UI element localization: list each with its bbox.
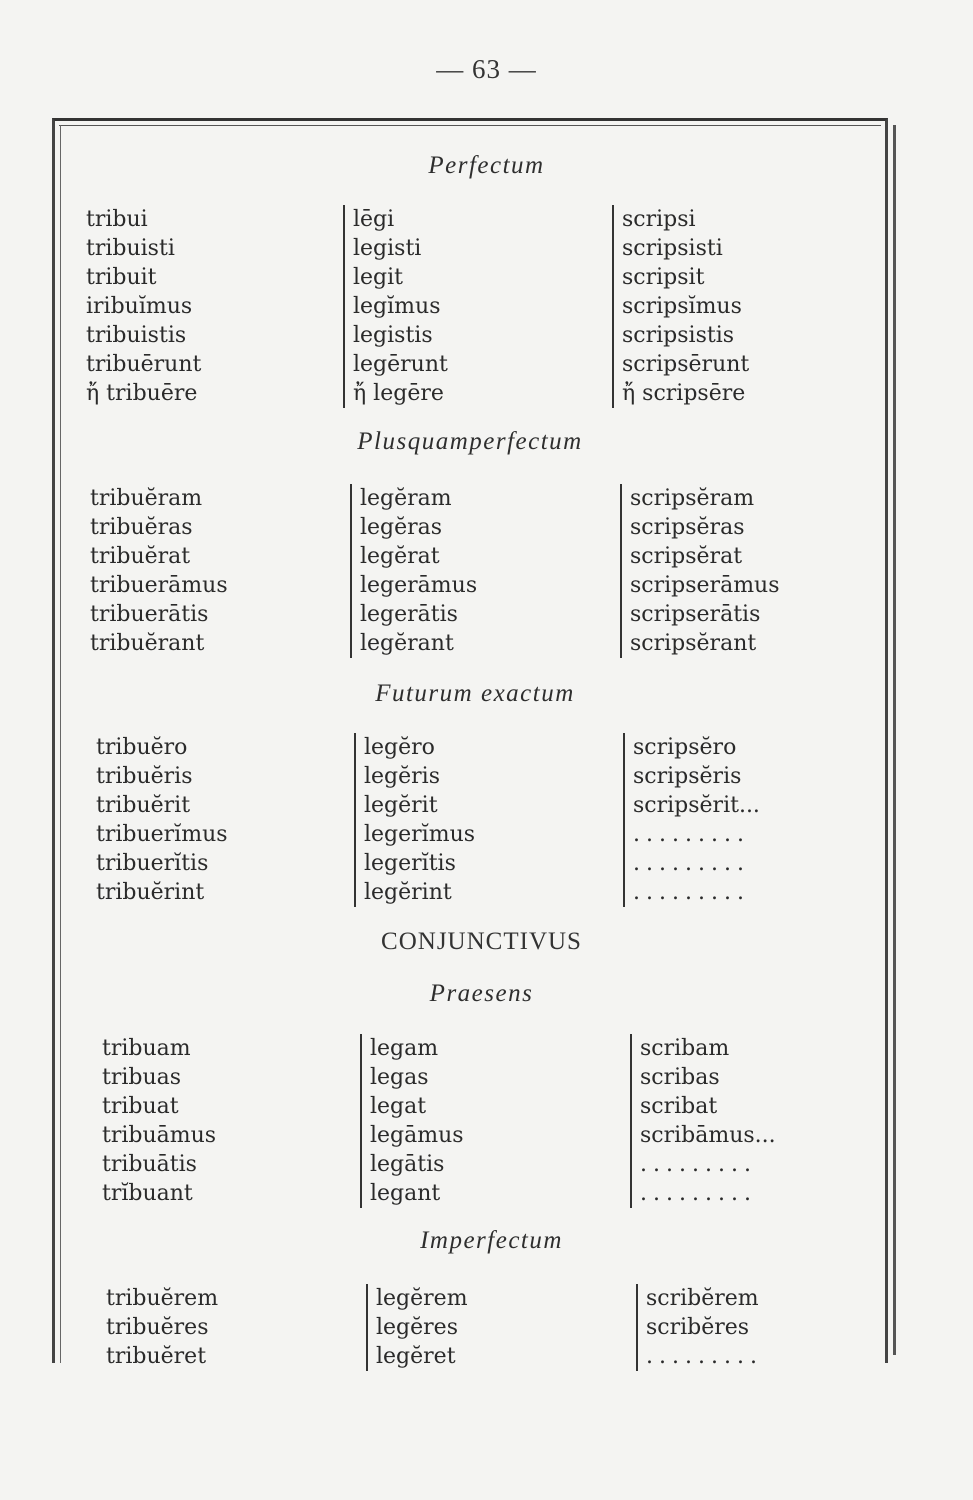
- list-item: ἤ tribuēre: [86, 381, 198, 406]
- list-item: tribuātis: [102, 1152, 197, 1177]
- imperfectum-col-lego: [366, 1284, 468, 1371]
- imperfectum-col-scribo: [636, 1284, 763, 1371]
- list-item: legĕro: [364, 735, 435, 760]
- list-item: legĕrat: [360, 544, 440, 569]
- list-item: tribuĕram: [90, 486, 203, 511]
- list-item: .........: [640, 1181, 757, 1206]
- section-title-imperfectum: Imperfectum: [420, 1227, 563, 1254]
- list-item: tribuāmus: [102, 1123, 217, 1148]
- plusquamperfectum-col-scribo: [620, 484, 780, 658]
- list-item: tribuerĭmus: [96, 822, 228, 847]
- list-item: legerātis: [360, 602, 458, 627]
- list-item: scripsĕro: [633, 735, 737, 760]
- list-item: scripsi: [622, 207, 696, 232]
- list-item: legĭmus: [353, 294, 441, 319]
- list-item: legāmus: [370, 1123, 464, 1148]
- list-item: legātis: [370, 1152, 445, 1177]
- list-item: scripsistis: [622, 323, 735, 348]
- list-item: legĕrem: [376, 1286, 468, 1311]
- list-item: scribĕres: [646, 1315, 750, 1340]
- list-item: scripsĕrit...: [633, 793, 760, 818]
- futurum-exactum-col-lego: [354, 733, 475, 907]
- list-item: tribuistis: [86, 323, 187, 348]
- section-title-plusquamperfectum: Plusquamperfectum: [357, 428, 583, 455]
- list-item: tribuĕrant: [90, 631, 205, 656]
- list-item: tribuerĭtis: [96, 851, 209, 876]
- list-item: legĕram: [360, 486, 452, 511]
- list-item: trĭbuant: [102, 1181, 193, 1206]
- list-item: legĕras: [360, 515, 443, 540]
- list-item: legĕrint: [364, 880, 452, 905]
- list-item: scribĕrem: [646, 1286, 759, 1311]
- list-item: tribuĕres: [106, 1315, 209, 1340]
- list-item: legistis: [353, 323, 433, 348]
- futurum-exactum-col-scribo: [623, 733, 760, 907]
- praesens-col-tribuo: [102, 1034, 216, 1208]
- list-item: tribuit: [86, 265, 157, 290]
- list-item: legerāmus: [360, 573, 478, 598]
- list-item: scripsĕrant: [630, 631, 757, 656]
- frame-outer-rule: [893, 125, 896, 1355]
- list-item: tribuĕrem: [106, 1286, 219, 1311]
- list-item: scripsērunt: [622, 352, 750, 377]
- list-item: scripsit: [622, 265, 705, 290]
- plusquamperfectum-col-lego: [350, 484, 477, 658]
- list-item: scripsĕris: [633, 764, 742, 789]
- list-item: legĕres: [376, 1315, 458, 1340]
- futurum-exactum-col-tribuo: [96, 733, 228, 907]
- list-item: legisti: [353, 236, 422, 261]
- list-item: .........: [633, 880, 750, 905]
- list-item: legĕrit: [364, 793, 438, 818]
- perfectum-col-scribo: [612, 205, 749, 408]
- list-item: tribuerāmus: [90, 573, 228, 598]
- list-item: legat: [370, 1094, 427, 1119]
- list-item: scripsĕras: [630, 515, 745, 540]
- list-item: tribuĕrat: [90, 544, 191, 569]
- list-item: legit: [353, 265, 404, 290]
- list-item: lēgi: [353, 207, 395, 232]
- list-item: scripsĭmus: [622, 294, 742, 319]
- list-item: ἤ legēre: [353, 381, 444, 406]
- list-item: legas: [370, 1065, 429, 1090]
- perfectum-col-lego: [343, 205, 448, 408]
- list-item: legerĭmus: [364, 822, 476, 847]
- list-item: scripsĕrat: [630, 544, 743, 569]
- list-item: tribuas: [102, 1065, 182, 1090]
- list-item: tribuerātis: [90, 602, 209, 627]
- list-item: scripserāmus: [630, 573, 780, 598]
- list-item: legerĭtis: [364, 851, 456, 876]
- imperfectum-col-tribuo: [106, 1284, 218, 1371]
- section-title-praesens: Praesens: [429, 980, 534, 1007]
- list-item: .........: [633, 851, 750, 876]
- list-item: .........: [633, 822, 750, 847]
- list-item: tribuērunt: [86, 352, 202, 377]
- list-item: scripserātis: [630, 602, 761, 627]
- praesens-col-scribo: [630, 1034, 776, 1208]
- section-title-futurum-exactum: Futurum exactum: [375, 680, 575, 707]
- list-item: scripsĕram: [630, 486, 755, 511]
- list-item: .........: [646, 1344, 763, 1369]
- list-item: tribuĕras: [90, 515, 193, 540]
- page-number: — 63 —: [436, 54, 537, 84]
- list-item: iribuĭmus: [86, 294, 193, 319]
- list-item: tribuĕrint: [96, 880, 205, 905]
- list-item: tribuĕret: [106, 1344, 207, 1369]
- plusquamperfectum-col-tribuo: [90, 484, 228, 658]
- perfectum-col-tribuo: [86, 205, 201, 408]
- list-item: scribas: [640, 1065, 720, 1090]
- mood-title-conjunctivus: CONJUNCTIVUS: [381, 928, 582, 955]
- list-item: tribuĕris: [96, 764, 193, 789]
- section-title-perfectum: Perfectum: [428, 152, 545, 179]
- list-item: legĕret: [376, 1344, 456, 1369]
- list-item: legant: [370, 1181, 441, 1206]
- list-item: .........: [640, 1152, 757, 1177]
- list-item: scribam: [640, 1036, 730, 1061]
- list-item: tribuat: [102, 1094, 179, 1119]
- list-item: scribāmus...: [640, 1123, 776, 1148]
- praesens-col-lego: [360, 1034, 464, 1208]
- list-item: ἤ scripsēre: [622, 381, 746, 406]
- list-item: legĕris: [364, 764, 441, 789]
- list-item: legĕrant: [360, 631, 454, 656]
- list-item: tribuam: [102, 1036, 191, 1061]
- list-item: tribuĕrit: [96, 793, 191, 818]
- list-item: scribat: [640, 1094, 718, 1119]
- list-item: scripsisti: [622, 236, 723, 261]
- list-item: tribuĕro: [96, 735, 188, 760]
- list-item: tribuisti: [86, 236, 175, 261]
- list-item: tribui: [86, 207, 148, 232]
- list-item: legam: [370, 1036, 439, 1061]
- list-item: legērunt: [353, 352, 448, 377]
